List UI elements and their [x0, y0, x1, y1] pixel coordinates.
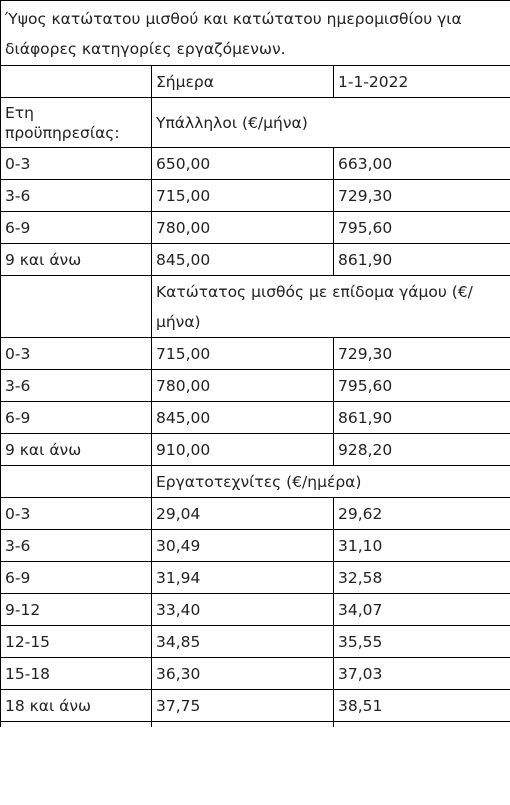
- stub-cell: [152, 722, 334, 727]
- years-range-cell: 18 και άνω: [1, 690, 152, 722]
- table-row: [1, 594, 510, 626]
- table-row: [1, 244, 510, 276]
- value-today-cell: 715,00: [152, 180, 334, 212]
- table-row: [1, 562, 510, 594]
- table-row: [1, 180, 510, 212]
- value-2022-cell: 32,58: [334, 562, 510, 594]
- value-today-cell: 30,49: [152, 530, 334, 562]
- section-empty-cell: [1, 466, 152, 498]
- years-range-cell: 3-6: [1, 370, 152, 402]
- table-body: [1, 1, 510, 727]
- table-row: [1, 402, 510, 434]
- value-2022-cell: 35,55: [334, 626, 510, 658]
- years-range-cell: 3-6: [1, 180, 152, 212]
- section-heading-row: [1, 276, 510, 338]
- value-2022-cell: 38,51: [334, 690, 510, 722]
- table-title: Ύψος κατώτατου μισθού και κατώτατου ημερομισθίου για διάφορες κατηγορίες εργαζόμενων.: [1, 1, 510, 66]
- value-today-cell: 715,00: [152, 338, 334, 370]
- years-range-cell: 0-3: [1, 338, 152, 370]
- stub-cell: [1, 722, 152, 727]
- section-heading: Κατώτατος μισθός με επίδομα γάμου (€/μήνα): [152, 276, 510, 338]
- value-today-cell: 29,04: [152, 498, 334, 530]
- value-today-cell: 780,00: [152, 212, 334, 244]
- value-today-cell: 36,30: [152, 658, 334, 690]
- years-range-cell: 15-18: [1, 658, 152, 690]
- table-continuation-stub: [1, 722, 510, 727]
- years-range-cell: 9-12: [1, 594, 152, 626]
- stub-cell: [334, 722, 510, 727]
- years-range-cell: 6-9: [1, 562, 152, 594]
- column-header-today: Σήμερα: [152, 66, 334, 98]
- table-row: [1, 626, 510, 658]
- years-range-cell: 9 και άνω: [1, 244, 152, 276]
- section-empty-cell: [1, 276, 152, 338]
- years-range-cell: 12-15: [1, 626, 152, 658]
- column-header-2022: 1-1-2022: [334, 66, 510, 98]
- section-heading: Εργατοτεχνίτες (€/ημέρα): [152, 466, 510, 498]
- value-today-cell: 34,85: [152, 626, 334, 658]
- table-row: [1, 530, 510, 562]
- value-2022-cell: 29,62: [334, 498, 510, 530]
- table-row: [1, 370, 510, 402]
- value-today-cell: 910,00: [152, 434, 334, 466]
- value-2022-cell: 37,03: [334, 658, 510, 690]
- value-2022-cell: 861,90: [334, 402, 510, 434]
- years-range-cell: 6-9: [1, 402, 152, 434]
- section-heading-row: [1, 466, 510, 498]
- years-range-cell: 0-3: [1, 148, 152, 180]
- section-heading: Υπάλληλοι (€/μήνα): [152, 98, 510, 148]
- section-heading-row: [1, 98, 510, 148]
- value-2022-cell: 861,90: [334, 244, 510, 276]
- value-today-cell: 845,00: [152, 244, 334, 276]
- table-row: [1, 658, 510, 690]
- title-row: [1, 1, 510, 66]
- value-2022-cell: 31,10: [334, 530, 510, 562]
- years-range-cell: 6-9: [1, 212, 152, 244]
- years-label: Ετη προϋπηρεσίας:: [1, 98, 152, 148]
- value-2022-cell: 34,07: [334, 594, 510, 626]
- table-row: [1, 212, 510, 244]
- value-2022-cell: 729,30: [334, 338, 510, 370]
- value-today-cell: 31,94: [152, 562, 334, 594]
- value-2022-cell: 663,00: [334, 148, 510, 180]
- table-row: [1, 434, 510, 466]
- table-row: [1, 148, 510, 180]
- header-empty-cell: [1, 66, 152, 98]
- header-row: [1, 66, 510, 98]
- table-row: [1, 338, 510, 370]
- value-2022-cell: 795,60: [334, 212, 510, 244]
- value-today-cell: 845,00: [152, 402, 334, 434]
- table-row: [1, 690, 510, 722]
- value-today-cell: 33,40: [152, 594, 334, 626]
- years-range-cell: 9 και άνω: [1, 434, 152, 466]
- value-2022-cell: 928,20: [334, 434, 510, 466]
- value-2022-cell: 795,60: [334, 370, 510, 402]
- value-today-cell: 37,75: [152, 690, 334, 722]
- value-today-cell: 780,00: [152, 370, 334, 402]
- years-range-cell: 3-6: [1, 530, 152, 562]
- table-row: [1, 498, 510, 530]
- value-today-cell: 650,00: [152, 148, 334, 180]
- value-2022-cell: 729,30: [334, 180, 510, 212]
- years-range-cell: 0-3: [1, 498, 152, 530]
